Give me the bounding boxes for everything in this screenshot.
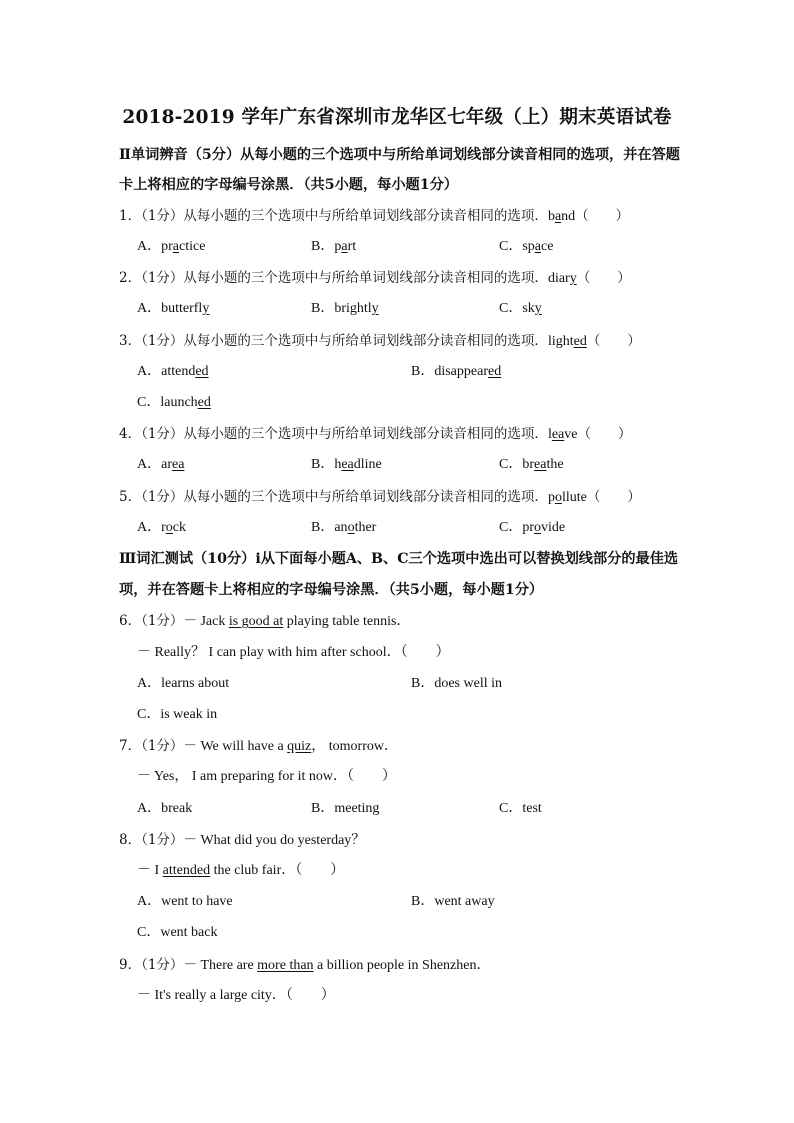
option-8a: A．went to have xyxy=(137,894,233,909)
option-3b: B．disappeared xyxy=(411,364,502,379)
question-6-reply: － Really？ I can play with him after school．（ ） xyxy=(137,645,450,660)
option-4c: C．breathe xyxy=(499,457,564,472)
option-7c: C．test xyxy=(499,801,542,816)
option-4a: A．area xyxy=(137,457,185,472)
question-7: 7．（1分）－ We will have a quiz， tomorrow． xyxy=(119,738,398,754)
option-5c: C．provide xyxy=(499,520,566,535)
option-7a: A．break xyxy=(137,801,193,816)
question-9: 9．（1分）－ There are more than a billion people in Shenzhen． xyxy=(119,957,491,973)
target-word: lighted xyxy=(547,334,587,349)
question-3: 3．（1分）从每小题的三个选项中与所给单词划线部分读音相同的选项．lighted（ ） xyxy=(119,333,641,349)
target-word: diary xyxy=(547,271,577,286)
section-2-header-line2: 卡上将相应的字母编号涂黑．（共5小题，每小题1分） xyxy=(119,177,458,193)
option-6a: A．learns about xyxy=(137,676,230,691)
question-2: 2．（1分）从每小题的三个选项中与所给单词划线部分读音相同的选项．diary（ ） xyxy=(119,270,631,286)
underlined-phrase: more than xyxy=(257,958,314,973)
target-word: leave xyxy=(547,427,578,442)
option-7b: B．meeting xyxy=(311,801,380,816)
section-3-header-line2: 项，并在答题卡上将相应的字母编号涂黑．（共5小题，每小题1分） xyxy=(119,582,544,598)
option-8b: B．went away xyxy=(411,894,495,909)
option-5b: B．another xyxy=(311,520,377,535)
option-3a: A．attended xyxy=(137,364,209,379)
target-word: pollute xyxy=(547,490,587,505)
exam-title: 2018-2019 学年广东省深圳市龙华区七年级（上）期末英语试卷 xyxy=(122,107,672,128)
option-1a: A．practice xyxy=(137,239,206,254)
underlined-phrase: attended xyxy=(162,863,211,878)
option-8c: C．went back xyxy=(137,925,218,940)
underlined-phrase: is good at xyxy=(228,614,284,629)
option-2a: A．butterfly xyxy=(137,301,210,316)
section-2-header-line1: Ⅱ单词辨音（5分）从每小题的三个选项中与所给单词划线部分读音相同的选项，并在答题 xyxy=(119,147,680,163)
question-6: 6．（1分）－ Jack is good at playing table tennis． xyxy=(119,613,411,629)
question-8: 8．（1分）－ What did you do yesterday？ xyxy=(119,832,366,848)
answer-bracket: （ ） xyxy=(577,426,632,442)
option-6c: C．is weak in xyxy=(137,707,218,722)
answer-bracket: （ ） xyxy=(575,208,630,224)
option-2b: B．brightly xyxy=(311,301,379,316)
underlined-phrase: quiz xyxy=(287,739,312,754)
question-4: 4．（1分）从每小题的三个选项中与所给单词划线部分读音相同的选项．leave（ ） xyxy=(119,426,632,442)
question-7-reply: － Yes， I am preparing for it now．（ ） xyxy=(137,769,396,784)
option-1c: C．space xyxy=(499,239,554,254)
section-3-header-line1: Ⅲ词汇测试（10分）ⅰ从下面每小题A、B、C三个选项中选出可以替换划线部分的最佳选 xyxy=(119,551,679,567)
option-4b: B．headline xyxy=(311,457,382,472)
target-word: band xyxy=(547,209,576,224)
question-5: 5．（1分）从每小题的三个选项中与所给单词划线部分读音相同的选项．pollute（ ） xyxy=(119,489,641,505)
option-2c: C．sky xyxy=(499,301,542,316)
option-3c: C．launched xyxy=(137,395,211,410)
option-1b: B．part xyxy=(311,239,357,254)
question-9-reply: － It's really a large city．（ ） xyxy=(137,988,335,1003)
option-6b: B．does well in xyxy=(411,676,502,691)
question-8-reply: － I attended the club fair．（ ） xyxy=(137,863,345,878)
answer-bracket: （ ） xyxy=(586,489,641,505)
answer-bracket: （ ） xyxy=(576,270,631,286)
answer-bracket: （ ） xyxy=(586,333,641,349)
question-1: 1．（1分）从每小题的三个选项中与所给单词划线部分读音相同的选项．band（ ） xyxy=(119,208,630,224)
option-5a: A．rock xyxy=(137,520,186,535)
